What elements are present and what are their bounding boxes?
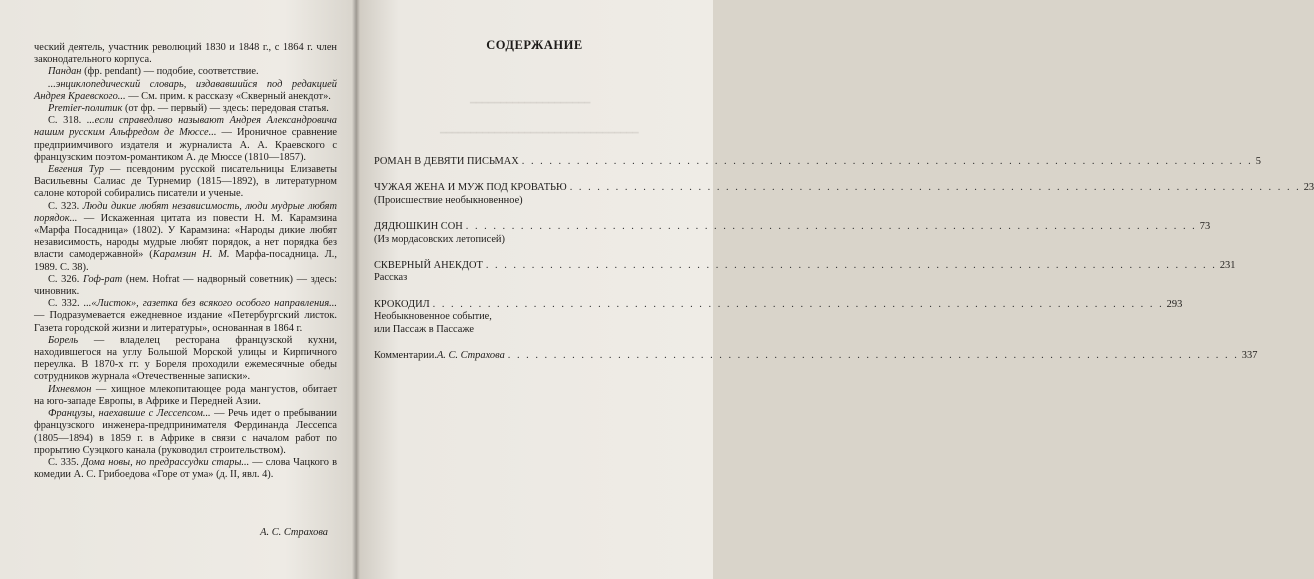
toc-page-number: 231	[1219, 260, 1236, 272]
toc-entry-title: ДЯДЮШКИН СОН	[374, 221, 463, 233]
italic-term: ...если справедливо называют Андрея Александровича нашим русским Альфредом де Мюссе...	[34, 115, 337, 139]
toc-page-number: 337	[1241, 350, 1258, 362]
show-through-decoration: ━━━━━━━━━━━━━━━━━━━━	[470, 98, 591, 109]
commentary-paragraph	[34, 384, 337, 408]
commentary-paragraph	[34, 79, 337, 103]
text-span: (от фр. — первый) — здесь: передовая статья.	[122, 103, 329, 115]
text-span: С. 323.	[48, 200, 83, 212]
commentary-paragraph	[34, 42, 337, 66]
commentary-paragraph	[34, 164, 337, 201]
toc-page-number: 5	[1255, 156, 1261, 167]
text-span: С. 326.	[48, 273, 83, 285]
commentary-paragraph	[34, 66, 337, 78]
commentary-paragraph	[34, 103, 337, 115]
italic-term: Premier-политик	[48, 103, 123, 115]
commentary-signature: А. С. Страхова	[260, 527, 328, 538]
toc-leader-dots: . . . . . . . . . . . . . . . . . . . . . . . . . . . . . . . . . . . . . . . . . . . . . . . . . . . . . . . . . . . . . . . . . . . . . . . . . . . . . . . .	[485, 260, 1217, 272]
toc-entry[interactable]	[374, 298, 1183, 336]
toc-leader-dots: . . . . . . . . . . . . . . . . . . . . . . . . . . . . . . . . . . . . . . . . . . . . . . . . . . . . . . . . . . . . . . . . . . . . . . . . . . . . . . . .	[521, 156, 1253, 167]
toc-entry-title: РОМАН В ДЕВЯТИ ПИСЬМАХ	[374, 156, 519, 167]
toc-entry-author: А. С. Страхова	[436, 350, 505, 362]
italic-term: Французы, наехавшие с Лессепсом...	[48, 408, 211, 420]
toc-entry[interactable]	[374, 221, 1211, 246]
toc-entry-subtitle: (Из мордасовских летописей)	[374, 233, 505, 245]
toc-entry-subtitle: или Пассаж в Пассаже	[374, 323, 474, 335]
toc-entry-subtitle: Рассказ	[374, 272, 408, 284]
toc-leader-dots: . . . . . . . . . . . . . . . . . . . . . . . . . . . . . . . . . . . . . . . . . . . . . . . . . . . . . . . . . . . . . . . . . . . . . . . . . . . . . . . .	[569, 182, 1301, 194]
text-span: — псевдоним русской писательницы Елизаветы Васильевны Салиас де Турнемир (1815—1892), в литературном салоне которой собирались писатели и ученые.	[34, 164, 337, 200]
text-span: — См. прим. к рассказу «Скверный анекдот».	[125, 90, 331, 102]
commentary-paragraph	[34, 274, 337, 298]
text-span: С. 318.	[48, 115, 87, 127]
commentary-text	[34, 42, 337, 481]
toc-entry[interactable]	[374, 156, 1261, 168]
italic-term: Гоф-рат	[82, 273, 123, 285]
text-span: Марфа-посадница. Л., 1989. С. 38).	[34, 249, 337, 273]
commentary-paragraph	[34, 457, 337, 481]
italic-term: Ихневмон	[48, 383, 92, 395]
book-gutter	[352, 0, 360, 579]
table-of-contents	[374, 156, 1314, 376]
commentary-paragraph	[34, 201, 337, 274]
text-span: — Ироничное сравнение предприимчивого издателя и журналиста А. А. Краевского с французским поэтом-романтиком А. де Мюссе (1810—1857).	[34, 127, 338, 163]
commentary-paragraph	[34, 298, 337, 335]
toc-page-number: 23	[1303, 182, 1314, 194]
text-span: С. 335.	[48, 456, 82, 468]
text-span: (нем. Hofrat — надворный советник) — здесь: чиновник.	[34, 273, 337, 298]
commentary-paragraph	[34, 115, 337, 164]
toc-entry-title: СКВЕРНЫЙ АНЕКДОТ	[374, 260, 483, 272]
italic-term: ...энциклопедический словарь, издававшийся под редакцией Андрея Краевского...	[34, 78, 337, 102]
toc-entry[interactable]	[374, 350, 1258, 362]
toc-heading: СОДЕРЖАНИЕ	[486, 38, 583, 52]
text-span: — Речь идет о пребывании французского инженера-предпринимателя Фердинанда Лессепса (1805—1894) в 1859 г. в Африке в связи с началом работ по прорытию Суэцкого канала (руководил строительством).	[34, 408, 337, 456]
toc-leader-dots: . . . . . . . . . . . . . . . . . . . . . . . . . . . . . . . . . . . . . . . . . . . . . . . . . . . . . . . . . . . . . . . . . . . . . . . . . . . . . . . .	[432, 298, 1164, 310]
italic-term: ...«Листок», газетка без всякого особого направления...	[83, 298, 337, 310]
text-span: — Подразумевается ежедневное издание «Петербургский листок. Газета городской жизни и литературы», основанная в 1864 г.	[34, 310, 337, 334]
text-span: С. 332.	[48, 298, 84, 310]
toc-entry-title: ЧУЖАЯ ЖЕНА И МУЖ ПОД КРОВАТЬЮ	[374, 182, 567, 194]
toc-entry[interactable]	[374, 182, 1314, 207]
toc-leader-dots: . . . . . . . . . . . . . . . . . . . . . . . . . . . . . . . . . . . . . . . . . . . . . . . . . . . . . . . . . . . . . . . . . . . . . . . . . . . . . . . .	[507, 350, 1239, 362]
commentary-paragraph	[34, 408, 337, 457]
show-through-decoration: ━━━━━━━━━━━━━━━━━━━━━━━━━━━━━━━━━	[440, 128, 639, 139]
text-span: ческий деятель, участник революций 1830 и 1848 г., с 1864 г. член законодательного корпуса.	[34, 42, 337, 66]
toc-leader-dots: . . . . . . . . . . . . . . . . . . . . . . . . . . . . . . . . . . . . . . . . . . . . . . . . . . . . . . . . . . . . . . . . . . . . . . . . . . . . . . . .	[465, 221, 1197, 233]
italic-term: Евгения Тур	[48, 164, 104, 176]
italic-term: Пандан	[48, 66, 82, 78]
italic-term: Люди дикие любят независимость, люди мудрые любят порядок...	[34, 200, 337, 224]
text-span: — владелец ресторана французской кухни, находившегося на углу Большой Морской улицы и Кирпичного переулка. В 1870-х гг. у Бореля проходили ежемесячные обеды сотрудников журнала «Отечественные записки».	[34, 334, 337, 383]
toc-page-number: 293	[1166, 298, 1183, 310]
text-span: — Искаженная цитата из повести Н. М. Карамзина «Марфа Посадница» (1802). У Карамзина: «Народы дикие любят независимость, народы мудрые любят порядок, а нет порядка без власти самодержавной» (	[34, 212, 337, 261]
commentary-paragraph	[34, 335, 337, 384]
toc-entry-subtitle: Необыкновенное событие,	[374, 311, 492, 323]
text-span: (фр. pendant) — подобие, соответствие.	[81, 66, 259, 78]
italic-term: Карамзин Н. М.	[152, 249, 230, 261]
left-page	[0, 0, 356, 579]
italic-term: Дома новы, но предрассудки стары...	[81, 456, 250, 468]
toc-entry-subtitle: (Происшествие необыкновенное)	[374, 194, 523, 206]
italic-term: Борель	[48, 334, 79, 346]
text-span: — слова Чацкого в комедии А. С. Грибоедова «Горе от ума» (д. II, явл. 4).	[34, 456, 337, 481]
toc-entry[interactable]	[374, 260, 1236, 285]
text-span: — хищное млекопитающее рода мангустов, обитает на юго-западе Европы, в Африке и Передней Азии.	[34, 383, 337, 407]
toc-entry-title: КРОКОДИЛ	[374, 298, 430, 310]
toc-page-number: 73	[1199, 221, 1211, 233]
toc-entry-title: Комментарии.	[374, 350, 437, 362]
